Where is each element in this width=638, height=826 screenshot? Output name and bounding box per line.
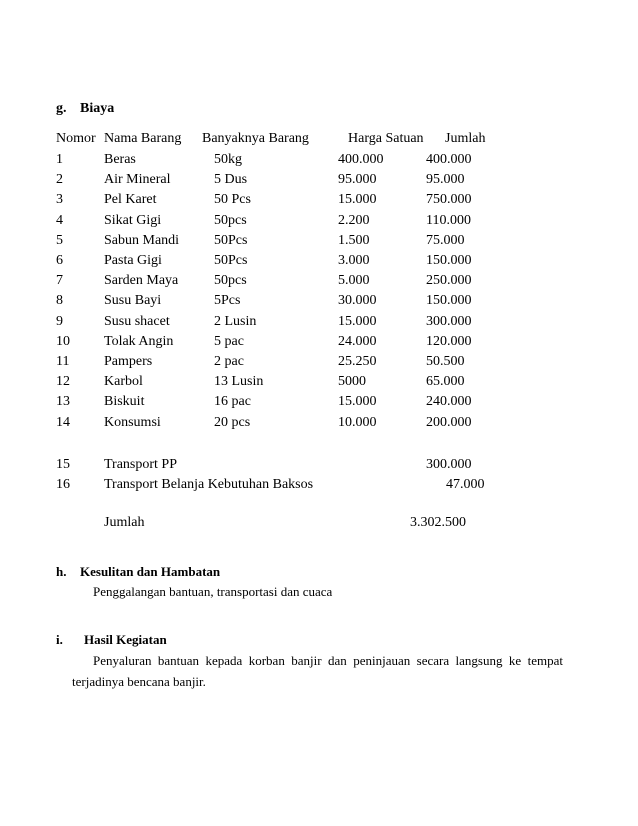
row-jumlah: 75.000 (426, 233, 465, 248)
table-row-extra (0, 457, 638, 477)
table-row (0, 253, 638, 273)
row-quantity: 50Pcs (214, 233, 248, 248)
row-name: Biskuit (104, 394, 145, 409)
table-row (0, 415, 638, 435)
row-jumlah: 240.000 (426, 394, 472, 409)
row-harga-satuan: 15.000 (338, 394, 377, 409)
row-number: 14 (56, 415, 70, 430)
row-jumlah: 110.000 (426, 213, 471, 228)
section-h-text: Penggalangan bantuan, transportasi dan cuaca (93, 584, 333, 599)
table-row (0, 374, 638, 394)
row-harga-satuan: 1.500 (338, 233, 370, 248)
row-jumlah: 50.500 (426, 354, 465, 369)
row-number: 4 (56, 213, 63, 228)
row-number: 10 (56, 334, 70, 349)
row-harga-satuan: 3.000 (338, 253, 370, 268)
row-number: 6 (56, 253, 63, 268)
row-quantity: 50pcs (214, 273, 247, 288)
row-quantity: 50pcs (214, 213, 247, 228)
table-row (0, 233, 638, 253)
row-jumlah: 250.000 (426, 273, 472, 288)
total-value: 3.302.500 (410, 515, 466, 530)
section-h-title: Kesulitan dan Hambatan (80, 564, 221, 579)
table-row (0, 293, 638, 313)
row-name: Air Mineral (104, 172, 171, 187)
row-jumlah: 400.000 (426, 152, 472, 167)
row-harga-satuan: 25.250 (338, 354, 377, 369)
row-number: 1 (56, 152, 63, 167)
section-i-letter: i. (56, 632, 63, 647)
row-name: Pampers (104, 354, 153, 369)
row-number: 9 (56, 314, 63, 329)
section-i-line1: Penyaluran bantuan kepada korban banjir dan peninjauan secara langsung ke tempat (93, 653, 563, 668)
row-harga-satuan: 2.200 (338, 213, 370, 228)
row-quantity: 50 Pcs (214, 192, 251, 207)
row-number: 3 (56, 192, 63, 207)
row-quantity: 5 Dus (214, 172, 248, 187)
header-harga-satuan: Harga Satuan (348, 131, 424, 146)
row-harga-satuan: 15.000 (338, 314, 377, 329)
row-number: 16 (56, 477, 70, 492)
table-row-extra (0, 477, 638, 497)
row-number: 5 (56, 233, 63, 248)
row-jumlah: 150.000 (426, 293, 472, 308)
section-g-letter: g. (56, 101, 67, 116)
row-number: 15 (56, 457, 70, 472)
header-nomor: Nomor (56, 131, 96, 146)
row-quantity: 2 pac (214, 354, 244, 369)
row-harga-satuan: 400.000 (338, 152, 384, 167)
row-harga-satuan: 15.000 (338, 192, 377, 207)
row-harga-satuan: 5.000 (338, 273, 370, 288)
row-name: Tolak Angin (104, 334, 174, 349)
table-row (0, 273, 638, 293)
table-row (0, 213, 638, 233)
row-quantity: 13 Lusin (214, 374, 264, 389)
row-number: 7 (56, 273, 63, 288)
total-label: Jumlah (104, 515, 145, 530)
table-row (0, 354, 638, 374)
row-jumlah: 300.000 (426, 314, 472, 329)
total-row (0, 515, 638, 535)
row-jumlah: 47.000 (446, 477, 485, 492)
table-row (0, 334, 638, 354)
row-harga-satuan: 5000 (338, 374, 366, 389)
table-row (0, 172, 638, 192)
row-name: Sikat Gigi (104, 213, 162, 228)
row-harga-satuan: 24.000 (338, 334, 377, 349)
header-nama-barang: Nama Barang (104, 131, 182, 146)
row-name: Pel Karet (104, 192, 157, 207)
row-number: 11 (56, 354, 70, 369)
table-row (0, 152, 638, 172)
row-name: Konsumsi (104, 415, 161, 430)
header-banyaknya-barang: Banyaknya Barang (202, 131, 309, 146)
table-row (0, 314, 638, 334)
row-harga-satuan: 10.000 (338, 415, 377, 430)
table-row (0, 192, 638, 212)
row-quantity: 5Pcs (214, 293, 241, 308)
row-name: Pasta Gigi (104, 253, 162, 268)
table-row (0, 394, 638, 414)
row-quantity: 50Pcs (214, 253, 248, 268)
row-name: Beras (104, 152, 136, 167)
row-quantity: 2 Lusin (214, 314, 257, 329)
row-number: 12 (56, 374, 70, 389)
row-number: 2 (56, 172, 63, 187)
row-number: 8 (56, 293, 63, 308)
row-number: 13 (56, 394, 70, 409)
row-quantity: 16 pac (214, 394, 251, 409)
row-name: Susu Bayi (104, 293, 162, 308)
row-name: Karbol (104, 374, 143, 389)
row-jumlah: 65.000 (426, 374, 465, 389)
row-name: Sabun Mandi (104, 233, 180, 248)
row-jumlah: 300.000 (426, 457, 472, 472)
row-jumlah: 150.000 (426, 253, 472, 268)
row-harga-satuan: 95.000 (338, 172, 377, 187)
section-i-title: Hasil Kegiatan (84, 632, 167, 647)
row-harga-satuan: 30.000 (338, 293, 377, 308)
row-jumlah: 200.000 (426, 415, 472, 430)
section-i-line2: terjadinya bencana banjir. (72, 674, 206, 689)
row-jumlah: 120.000 (426, 334, 472, 349)
section-g-title: Biaya (80, 101, 115, 116)
row-name: Sarden Maya (104, 273, 179, 288)
row-quantity: 20 pcs (214, 415, 251, 430)
row-quantity: 5 pac (214, 334, 244, 349)
row-jumlah: 95.000 (426, 172, 465, 187)
row-jumlah: 750.000 (426, 192, 472, 207)
header-jumlah: Jumlah (445, 131, 486, 146)
row-quantity: 50kg (214, 152, 242, 167)
table-header (0, 131, 638, 151)
row-name: Transport PP (104, 457, 178, 472)
section-h-letter: h. (56, 564, 67, 579)
row-name: Transport Belanja Kebutuhan Baksos (104, 477, 314, 492)
row-name: Susu shacet (104, 314, 170, 329)
